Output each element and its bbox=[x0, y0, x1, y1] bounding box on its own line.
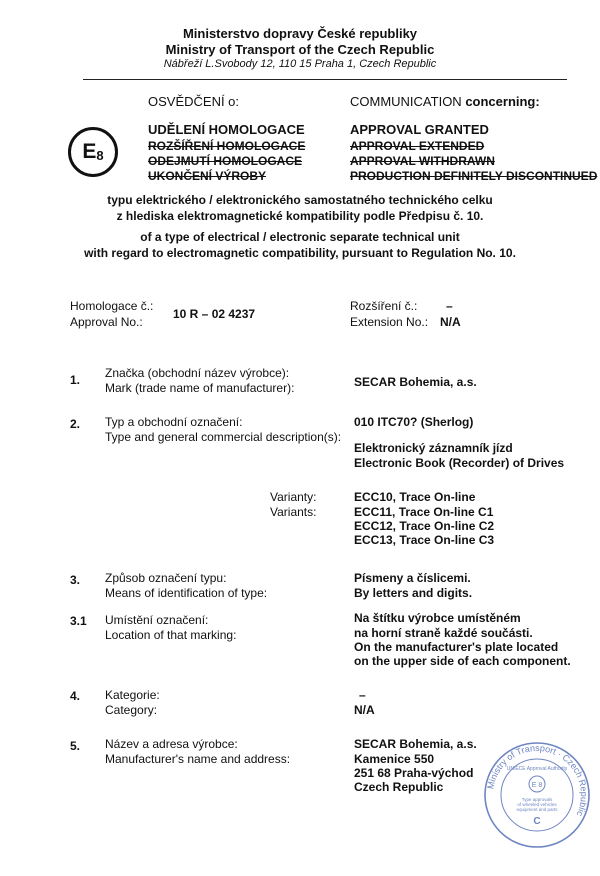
item-label-cz: Způsob označení typu: bbox=[105, 571, 227, 585]
cz-approval-granted: UDĚLENÍ HOMOLOGACE bbox=[148, 122, 305, 137]
ministry-name-en: Ministry of Transport of the Czech Republic bbox=[165, 42, 435, 57]
marking-location-line: na horní straně každé součásti. bbox=[354, 626, 533, 640]
communication-label-en-plain: COMMUNICATION bbox=[350, 94, 466, 109]
official-stamp bbox=[482, 740, 592, 850]
identification-value-en: By letters and digits. bbox=[354, 586, 473, 600]
communication-label-en-bold: concerning: bbox=[465, 94, 540, 109]
item-label-en: Category: bbox=[105, 703, 158, 717]
type-description-cz: Elektronický záznamník jízd bbox=[354, 441, 513, 455]
ministry-name-cz: Ministerstvo dopravy České republiky bbox=[182, 26, 418, 41]
item-label-en: Means of identification of type: bbox=[105, 586, 268, 600]
en-approval-granted: APPROVAL GRANTED bbox=[350, 122, 489, 137]
cz-approval-withdrawn: ODEJMUTÍ HOMOLOGACE bbox=[148, 154, 303, 168]
item-label-cz: Kategorie: bbox=[105, 688, 160, 702]
en-approval-withdrawn: APPROVAL WITHDRAWN bbox=[350, 154, 495, 168]
stamp-ring-text: Ministry of Transport · Czech Republic bbox=[485, 742, 590, 818]
communication-label-en bbox=[350, 94, 540, 109]
stamp-small-text: of wheeled vehicles bbox=[517, 802, 557, 807]
stamp-authority-text: UN/ECE Approval Authority bbox=[506, 766, 568, 772]
title-cz-line1: typu elektrického / elektronického samostatného technického celku bbox=[107, 193, 493, 207]
extension-label-cz: Rozšíření č.: bbox=[350, 299, 418, 313]
manufacturer-address-line: Czech Republic bbox=[354, 780, 444, 794]
item-label-cz: Umístění označení: bbox=[105, 613, 209, 627]
ministry-address: Nábřeží L.Svobody 12, 110 15 Praha 1, Czech Republic bbox=[163, 58, 437, 70]
en-production-discontinued: PRODUCTION DEFINITELY DISCONTINUED bbox=[350, 169, 598, 183]
approval-label-en: Approval No.: bbox=[70, 315, 143, 329]
category-dash: – bbox=[359, 688, 366, 702]
stamp-e8-mark: E 8 bbox=[531, 782, 543, 789]
approval-label-cz: Homologace č.: bbox=[70, 299, 154, 313]
marking-location-line: on the upper side of each component. bbox=[354, 654, 571, 668]
item-number: 5. bbox=[70, 739, 81, 753]
header-divider bbox=[83, 79, 567, 80]
item-label-cz: Značka (obchodní název výrobce): bbox=[105, 366, 290, 380]
variants-label-en: Variants: bbox=[270, 505, 317, 519]
e8-approval-mark: $E_8$ bbox=[68, 127, 118, 177]
title-cz-line2: z hlediska elektromagnetické kompatibility podle Předpisu č. 10. bbox=[116, 209, 484, 223]
communication-label-cz: OSVĚDČENÍ o: bbox=[148, 94, 240, 109]
extension-value: N/A bbox=[440, 315, 461, 329]
identification-value-cz: Písmeny a číslicemi. bbox=[354, 571, 471, 585]
variant-item: ECC12, Trace On-line C2 bbox=[354, 519, 495, 533]
stamp-small-text: Type approvals bbox=[521, 797, 553, 802]
item-label-cz: Název a adresa výrobce: bbox=[105, 737, 238, 751]
stamp-small-text: equipment and parts bbox=[516, 807, 558, 812]
marking-location-line: On the manufacturer's plate located bbox=[354, 640, 559, 654]
type-value: 010 ITC70? (Sherlog) bbox=[354, 415, 474, 429]
title-en-line1: of a type of electrical / electronic separate technical unit bbox=[140, 230, 460, 244]
variant-item: ECC11, Trace On-line C1 bbox=[354, 505, 494, 519]
item-label-en: Location of that marking: bbox=[105, 628, 237, 642]
item-number: 2. bbox=[70, 417, 81, 431]
title-en-line2: with regard to electromagnetic compatibility, pursuant to Regulation No. 10. bbox=[84, 246, 516, 260]
variants-label-cz: Varianty: bbox=[270, 490, 317, 504]
item-label-en: Type and general commercial description(s): bbox=[105, 430, 342, 444]
extension-label-en: Extension No.: bbox=[350, 315, 429, 329]
approval-number: 10 R – 02 4237 bbox=[173, 307, 256, 321]
category-value: N/A bbox=[354, 703, 375, 717]
cz-production-discontinued: UKONČENÍ VÝROBY bbox=[148, 169, 267, 183]
extension-dash: – bbox=[446, 299, 453, 313]
variant-item: ECC10, Trace On-line bbox=[354, 490, 476, 504]
item-label-en: Manufacturer's name and address: bbox=[105, 752, 291, 766]
manufacturer-address-line: SECAR Bohemia, a.s. bbox=[354, 737, 477, 751]
mark-value: SECAR Bohemia, a.s. bbox=[354, 375, 477, 389]
manufacturer-address-line: Kamenice 550 bbox=[354, 752, 435, 766]
cz-approval-extended: ROZŠÍŘENÍ HOMOLOGACE bbox=[148, 139, 306, 153]
item-number: 4. bbox=[70, 689, 81, 703]
marking-location-line: Na štítku výrobce umístěném bbox=[354, 611, 521, 625]
type-description-en: Electronic Book (Recorder) of Drives bbox=[354, 456, 565, 470]
manufacturer-address-line: 251 68 Praha-východ bbox=[354, 766, 474, 780]
item-label-en: Mark (trade name of manufacturer): bbox=[105, 381, 295, 395]
item-number: 1. bbox=[70, 373, 81, 387]
stamp-letter: C bbox=[533, 816, 541, 827]
variant-item: ECC13, Trace On-line C3 bbox=[354, 533, 495, 547]
en-approval-extended: APPROVAL EXTENDED bbox=[350, 139, 485, 153]
item-number: 3.1 bbox=[70, 614, 87, 628]
item-number: 3. bbox=[70, 573, 81, 587]
item-label-cz: Typ a obchodní označení: bbox=[105, 415, 243, 429]
